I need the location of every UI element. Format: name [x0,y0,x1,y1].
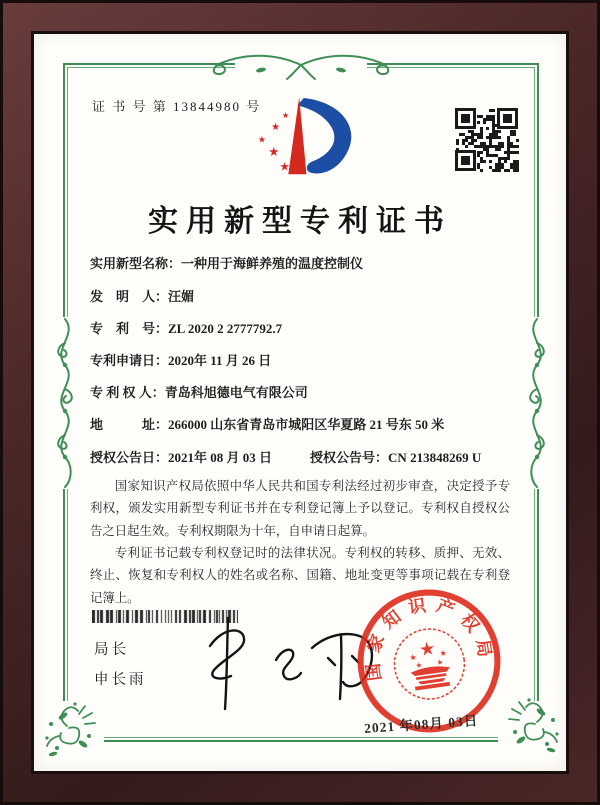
svg-text:★: ★ [279,159,290,174]
field-label: 发 明 人： [90,289,169,304]
cnipa-logo [242,92,360,184]
field-row-grant [90,447,510,466]
svg-text:★: ★ [414,660,423,671]
field-value: CN 213848269 U [388,450,482,465]
seal-text: 国家知识产权局 [361,593,497,682]
corner-floral-icon [39,696,101,758]
svg-text:★: ★ [268,144,280,160]
svg-text:★: ★ [438,647,448,659]
svg-text:★: ★ [417,637,437,662]
signer-block [94,638,147,698]
field-value: 汪媚 [168,289,195,304]
signer-title: 局长 [94,642,129,658]
signer-name: 申长雨 [94,672,147,688]
field-label: 专利申请日： [90,353,169,368]
field-label: 授权公告号： [310,450,389,465]
field-value: 一种用于海鲜养殖的温度控制仪 [181,256,364,271]
field-value: 266000 山东省青岛市城阳区华夏路 21 号东 50 米 [168,417,445,432]
corner-floral-icon [503,692,565,754]
vertical-flourish-icon [522,315,552,491]
field-label: 地 址： [90,417,169,432]
svg-text:★: ★ [408,651,418,663]
certificate-number: 证 书 号 第 13844980 号 [92,99,262,114]
field-label: 专 利 权 人： [90,385,165,400]
certificate-paper [34,34,566,771]
svg-text:★: ★ [257,135,267,146]
field-label: 实用新型名称： [90,256,182,271]
field-row-name [90,253,510,272]
field-value: 青岛科旭德电气有限公司 [164,385,308,400]
field-value: ZL 2020 2 2777792.7 [168,321,283,336]
field-row-filing-date [90,350,510,369]
field-row-inventor [90,286,510,305]
vertical-flourish-icon [50,315,80,491]
seal-emblem-stars [407,636,449,670]
field-row-patentee [90,382,510,401]
legal-paragraph-1: 国家知识产权局依照中华人民共和国专利法经过初步审查，决定授予专利权，颁发实用新型专利证书并在专利登记簿上予以登记。专利权自授权公告之日起生效。专利权期限为十年，自申请日起算。 [90,479,510,538]
field-value: 2020年 11 月 26 日 [168,353,272,368]
scroll-flourish-icon [201,48,401,84]
seal-date: 2021 年08月 03日 [363,713,479,736]
field-value: 2021年 08 月 03 日 [168,450,273,465]
qr-code [455,108,519,172]
legal-paragraph-2: 专利证书记载专利权登记时的法律状况。专利权的转移、质押、无效、终止、恢复和专利权人的姓名或名称、国籍、地址变更等事项记载在专利登记簿上。 [90,545,510,605]
field-label: 授权公告日： [90,450,169,465]
svg-text:★: ★ [281,110,290,121]
svg-text:★: ★ [271,121,281,133]
field-label: 专 利 号： [90,321,169,336]
field-row-patent-no [90,318,510,337]
field-row-address [90,414,510,433]
svg-text:★: ★ [435,657,444,668]
certificate-title: 实用新型专利证书 [148,205,452,238]
